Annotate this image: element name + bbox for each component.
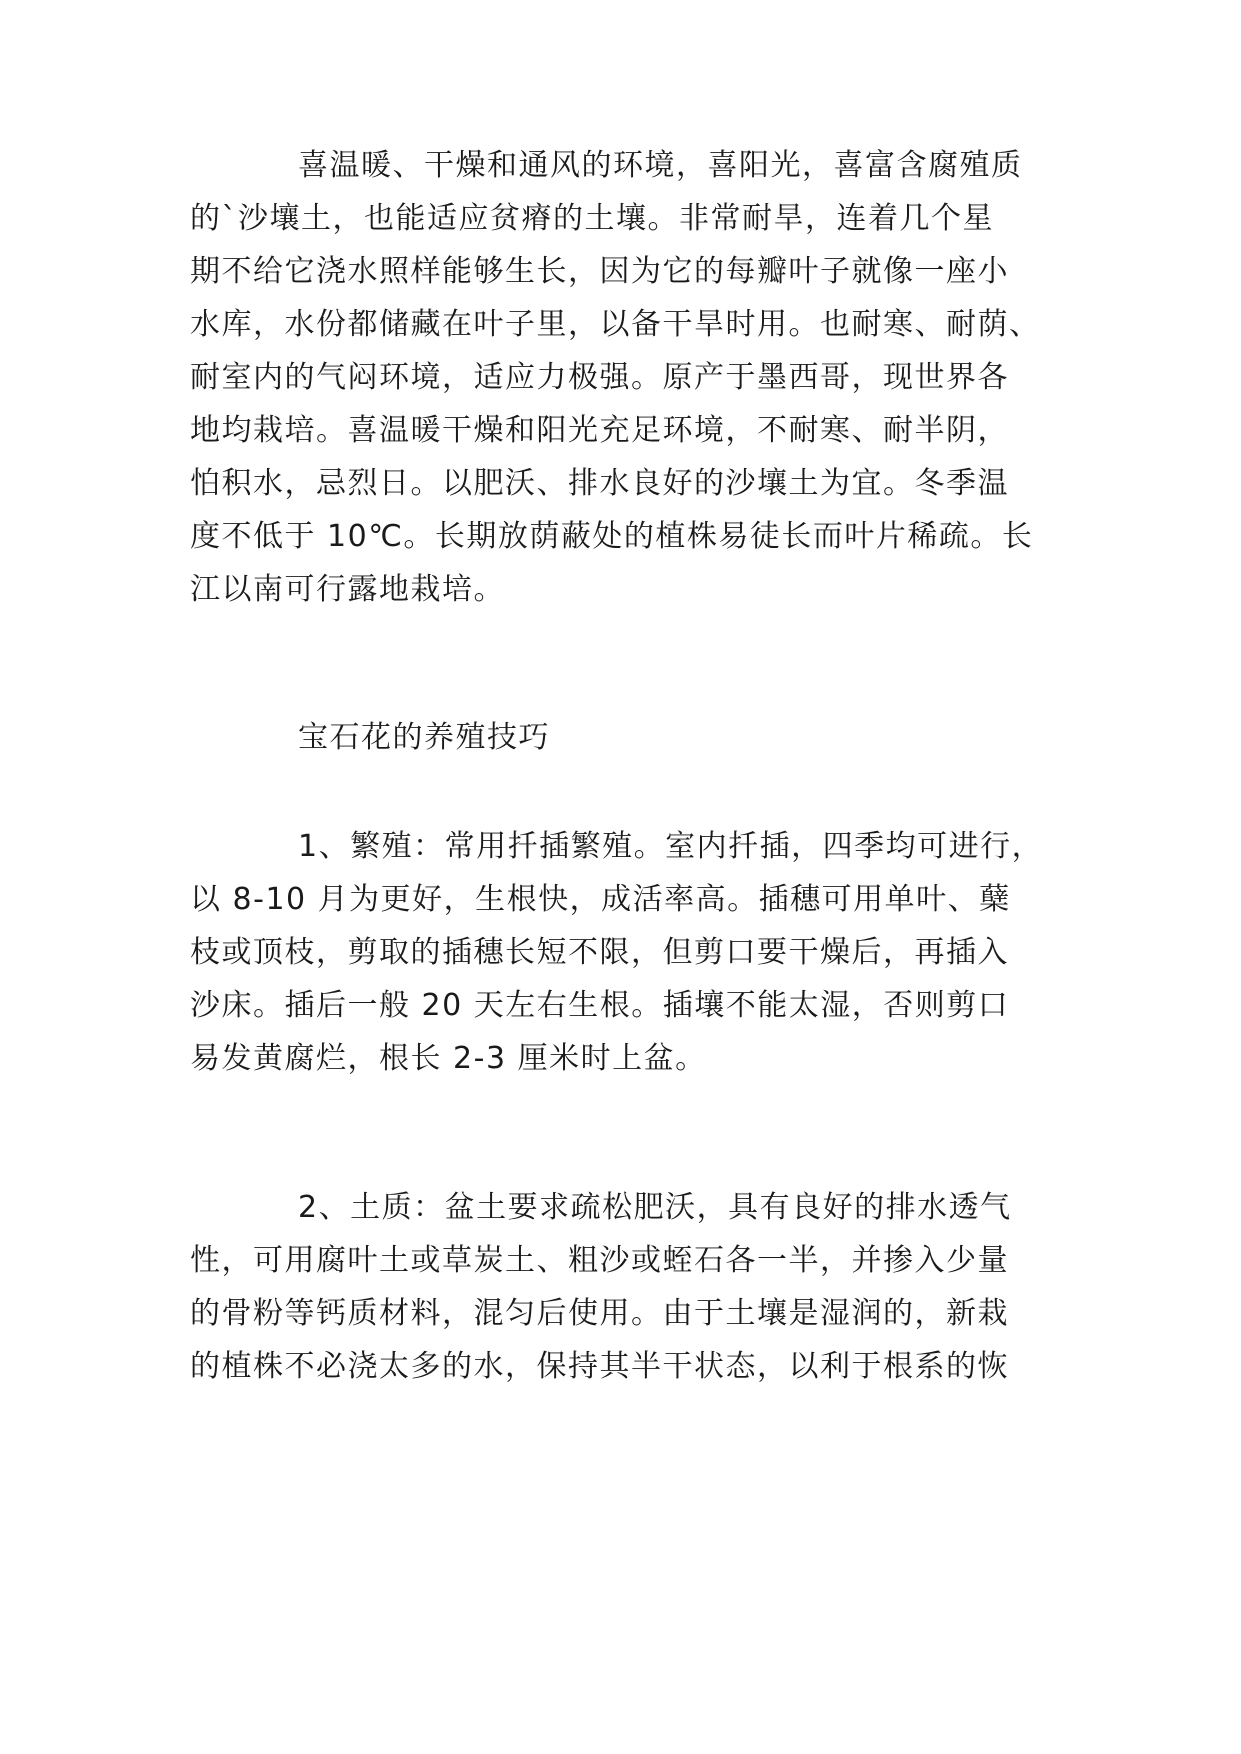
text-line: 江以南可行露地栽培。 xyxy=(190,572,505,607)
section-heading: 宝石花的养殖技巧 xyxy=(298,720,550,755)
text-line: 地均栽培。喜温暖干燥和阳光充足环境，不耐寒、耐半阴， xyxy=(190,413,1009,448)
text-line: 耐室内的气闷环境，适应力极强。原产于墨西哥，现世界各 xyxy=(190,360,1009,395)
text-line: 的`沙壤土，也能适应贫瘠的土壤。非常耐旱，连着几个星 xyxy=(190,201,994,236)
text-line: 枝或顶枝，剪取的插穗长短不限，但剪口要干燥后，再插入 xyxy=(190,935,1009,970)
text-line: 易发黄腐烂，根长 2-3 厘米时上盆。 xyxy=(190,1041,707,1076)
text-line: 1、繁殖：常用扦插繁殖。室内扦插，四季均可进行， xyxy=(298,829,1044,864)
text-line: 以 8-10 月为更好，生根快，成活率高。插穗可用单叶、蘖 xyxy=(190,882,1011,917)
text-line: 水库，水份都储藏在叶子里，以备干旱时用。也耐寒、耐荫、 xyxy=(190,307,1041,342)
text-line: 怕积水，忌烈日。以肥沃、排水良好的沙壤土为宜。冬季温 xyxy=(190,466,1009,501)
text-line: 度不低于 10℃。长期放荫蔽处的植株易徒长而叶片稀疏。长 xyxy=(190,519,1034,554)
text-line: 沙床。插后一般 20 天左右生根。插壤不能太湿，否则剪口 xyxy=(190,988,1010,1023)
text-line: 的植株不必浇太多的水，保持其半干状态，以利于根系的恢 xyxy=(190,1349,1009,1384)
text-line: 期不给它浇水照样能够生长，因为它的每瓣叶子就像一座小 xyxy=(190,254,1009,289)
text-line: 喜温暖、干燥和通风的环境，喜阳光，喜富含腐殖质 xyxy=(298,148,1023,183)
text-line: 2、土质：盆土要求疏松肥沃，具有良好的排水透气 xyxy=(298,1190,1012,1225)
text-line: 的骨粉等钙质材料，混匀后使用。由于土壤是湿润的，新栽 xyxy=(190,1296,1009,1331)
text-line: 性，可用腐叶土或草炭土、粗沙或蛭石各一半，并掺入少量 xyxy=(190,1243,1009,1278)
